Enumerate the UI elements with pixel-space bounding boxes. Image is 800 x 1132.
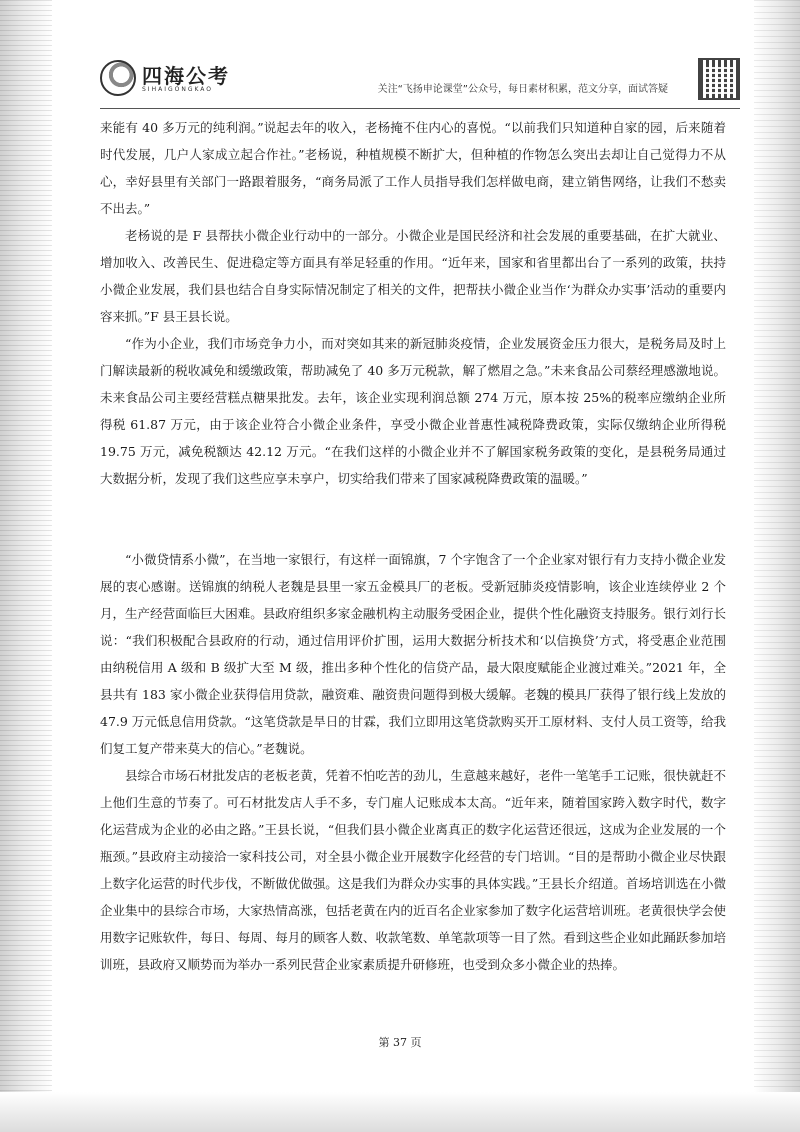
brand-name: 四海公考 [142, 64, 230, 88]
page-header [100, 58, 740, 109]
paragraph: “小微贷情系小微”，在当地一家银行，有这样一面锦旗，7 个字饱含了一个企业家对银行有力支持小微企业发展的衷心感谢。送锦旗的纳税人老魏是县里一家五金模具厂的老板。受新冠肺炎疫情影响，该企业连续停业 2 个月，生产经营面临巨大困难。县政府组织多家金融机构主动服务受困企业，提供个性化融资支持服务。银行刘行长说：“我们积极配合县政府的行动，通过信用评价扩围，运用大数据分析技术和‘以信换贷’方式，将受惠企业范围由纳税信用 A 级和 B 级扩大至 M 级，推出多种个性化的信贷产品，最大限度赋能企业渡过难关。”2021 年，全县共有 183 家小微企业获得信用贷款，融资难、融资贵问题得到极大缓解。老魏的模具厂获得了银行线上发放的 47.9 万元低息信用贷款。“这笔贷款是旱日的甘霖，我们立即用这笔贷款购买开工原材料、支付人员工资等，给我们复工复产带来莫大的信心。”老魏说。 [100, 552, 726, 756]
paragraph: “作为小企业，我们市场竞争力小，而对突如其来的新冠肺炎疫情，企业发展资金压力很大，是税务局及时上门解读最新的税收减免和缓缴政策，帮助减免了 40 多万元税款，解了燃眉之急。”未来食品公司蔡经理感激地说。未来食品公司主要经营糕点糖果批发。去年，该企业实现利润总额 274 万元，原本按 25%的税率应缴纳企业所得税 61.87 万元，由于该企业符合小微企业条件，享受小微企业普惠性减税降费政策，实际仅缴纳企业所得税 19.75 万元，减免税额达 42.12 万元。“在我们这样的小微企业并不了解国家税务政策的变化，是县税务局通过大数据分析，发现了我们这些应享未享户，切实给我们带来了国家减税降费政策的温暖。” [100, 336, 726, 486]
brand-subtitle: SIHAIGONGKAO [142, 86, 214, 93]
paragraph: 来能有 40 多万元的纯利润。”说起去年的收入，老杨掩不住内心的喜悦。“以前我们只知道种自家的园，后来随着时代发展，几户人家成立起合作社。”老杨说，种植规模不断扩大，但种植的作物怎么突出去却让自己觉得力不从心，幸好县里有关部门一路跟着服务，“商务局派了工作人员指导我们怎样做电商，建立销售网络，让我们不愁卖不出去。” [100, 120, 726, 216]
scan-shadow-bottom [0, 1092, 800, 1132]
paragraph: 老杨说的是 F 县帮扶小微企业行动中的一部分。小微企业是国民经济和社会发展的重要基础，在扩大就业、增加收入、改善民生、促进稳定等方面具有举足轻重的作用。“近年来，国家和省里都出台了一系列的政策，扶持小微企业发展，我们县也结合自身实际情况制定了相关的文件，把帮扶小微企业当作‘为群众办实事’活动的重要内容来抓。”F 县王县长说。 [100, 228, 726, 324]
qr-code-icon [698, 58, 740, 100]
header-tagline: 关注“飞扬申论课堂”公众号，每日素材积累，范文分享，面试答疑 [377, 84, 668, 95]
paragraph: 县综合市场石材批发店的老板老黄，凭着不怕吃苦的劲儿，生意越来越好，老件一笔笔手工记账，很快就赶不上他们生意的节奏了。可石材批发店人手不多，专门雇人记账成本太高。“近年来，随着国家跨入数字时代，数字化运营成为企业的必由之路。”王县长说，“但我们县小微企业离真正的数字化运营还很远，这成为企业发展的一个瓶颈。”县政府主动接洽一家科技公司，对全县小微企业开展数字化经营的专门培训。“目的是帮助小微企业尽快跟上数字化运营的时代步伐，不断做优做强。这是我们为群众办实事的具体实践。”王县长介绍道。首场培训选在小微企业集中的县综合市场，大家热情高涨，包括老黄在内的近百名企业家参加了数字化运营培训班。老黄很快学会使用数字记账软件，每日、每周、每月的顾客人数、收款笔数、单笔款项等一目了然。看到这些企业如此踊跃参加培训班，县政府又顺势而为举办一系列民营企业家素质提升研修班，也受到众多小微企业的热捧。 [100, 768, 726, 972]
scan-shadow-right [754, 0, 800, 1132]
brand-logo-icon [100, 60, 136, 96]
scan-shadow-left [0, 0, 52, 1132]
document-body [100, 114, 726, 1032]
page-number: 第 37 页 [378, 1036, 422, 1049]
